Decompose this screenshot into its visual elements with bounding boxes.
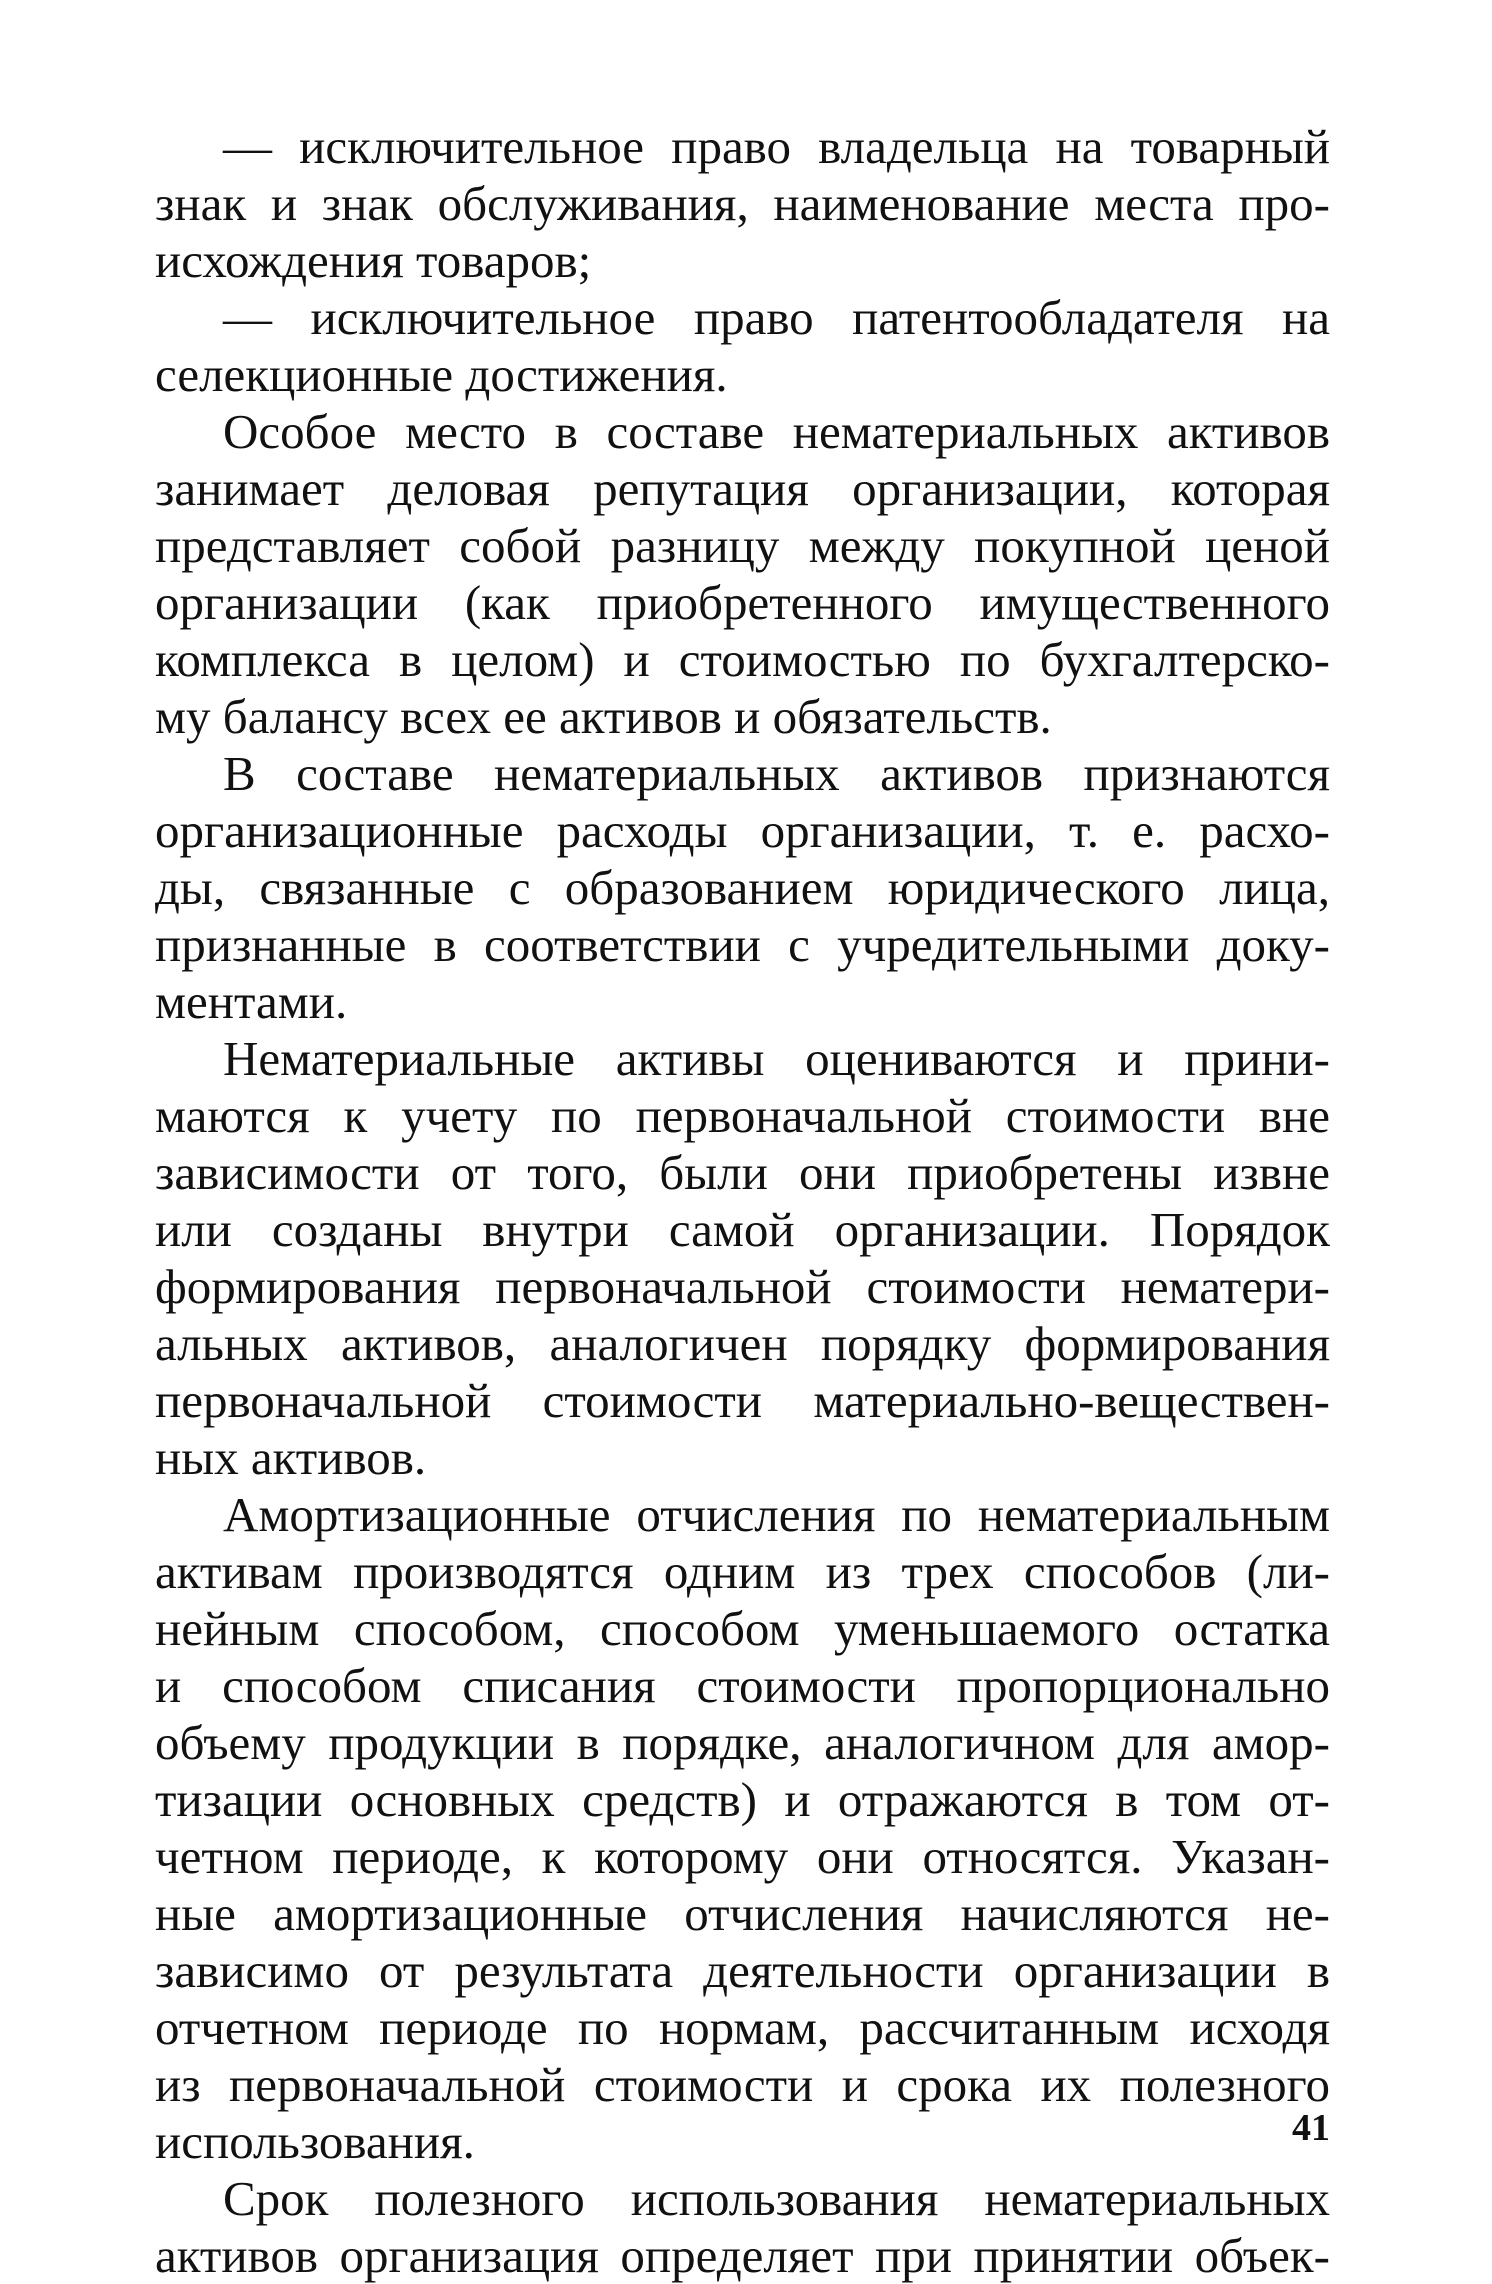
text-line: из первоначальной стоимости и срока их полезного: [155, 2057, 1330, 2112]
text-line: маются к учету по первоначальной стоимости вне: [155, 1088, 1330, 1143]
text-line: исхождения товаров;: [155, 233, 592, 288]
text-line: — исключительное право владельца на товарный: [223, 119, 1330, 174]
text-line: тизации основных средств) и отражаются в том от-: [155, 1772, 1330, 1827]
text-line: зависимо от результата деятельности организации в: [155, 1943, 1330, 1998]
text-line: ных активов.: [155, 1430, 427, 1485]
text-line: нейным способом, способом уменьшаемого остатка: [155, 1601, 1330, 1656]
text-line: знак и знак обслуживания, наименование места про-: [155, 176, 1330, 231]
text-line: или созданы внутри самой организации. Порядок: [155, 1202, 1330, 1257]
text-line: Амортизационные отчисления по нематериальным: [223, 1487, 1330, 1542]
text-line: активам производятся одним из трех способов (ли-: [155, 1544, 1330, 1599]
page-number: 41: [1292, 2107, 1330, 2149]
text-line: формирования первоначальной стоимости нематери-: [155, 1259, 1330, 1314]
text-line: альных активов, аналогичен порядку формирования: [155, 1316, 1330, 1371]
page-text: [155, 118, 1330, 2284]
text-line: организационные расходы организации, т. е. расхо-: [155, 803, 1330, 858]
text-line: ные амортизационные отчисления начисляются не-: [155, 1886, 1330, 1941]
text-line: ды, связанные с образованием юридического лица,: [155, 860, 1330, 915]
text-line: отчетном периоде по нормам, рассчитанным исходя: [155, 2000, 1330, 2055]
text-line: организации (как приобретенного имущественного: [155, 575, 1330, 630]
text-line: использования.: [155, 2114, 475, 2169]
text-line: В составе нематериальных активов признаются: [223, 746, 1330, 801]
text-line: первоначальной стоимости материально-веществен-: [155, 1373, 1330, 1428]
text-line: — исключительное право патентообладателя на: [223, 290, 1330, 345]
text-line: Срок полезного использования нематериальных: [223, 2171, 1330, 2226]
text-line: активов организация определяет при принятии объек-: [155, 2228, 1330, 2283]
text-line: Нематериальные активы оцениваются и прини-: [223, 1031, 1330, 1086]
text-line: представляет собой разницу между покупной ценой: [155, 518, 1330, 573]
text-line: му балансу всех ее активов и обязательств.: [155, 689, 1052, 744]
text-line: ментами.: [155, 974, 348, 1029]
text-line: объему продукции в порядке, аналогичном для амор-: [155, 1715, 1330, 1770]
text-line: комплекса в целом) и стоимостью по бухгалтерско-: [155, 632, 1330, 687]
text-line: Особое место в составе нематериальных активов: [223, 404, 1330, 459]
text-line: признанные в соответствии с учредительными доку-: [155, 917, 1330, 972]
text-line: занимает деловая репутация организации, которая: [155, 461, 1330, 516]
text-line: четном периоде, к которому они относятся. Указан-: [155, 1829, 1330, 1884]
text-line: и способом списания стоимости пропорционально: [155, 1658, 1330, 1713]
text-line: селекционные достижения.: [155, 347, 728, 402]
text-line: зависимости от того, были они приобретены извне: [155, 1145, 1330, 1200]
